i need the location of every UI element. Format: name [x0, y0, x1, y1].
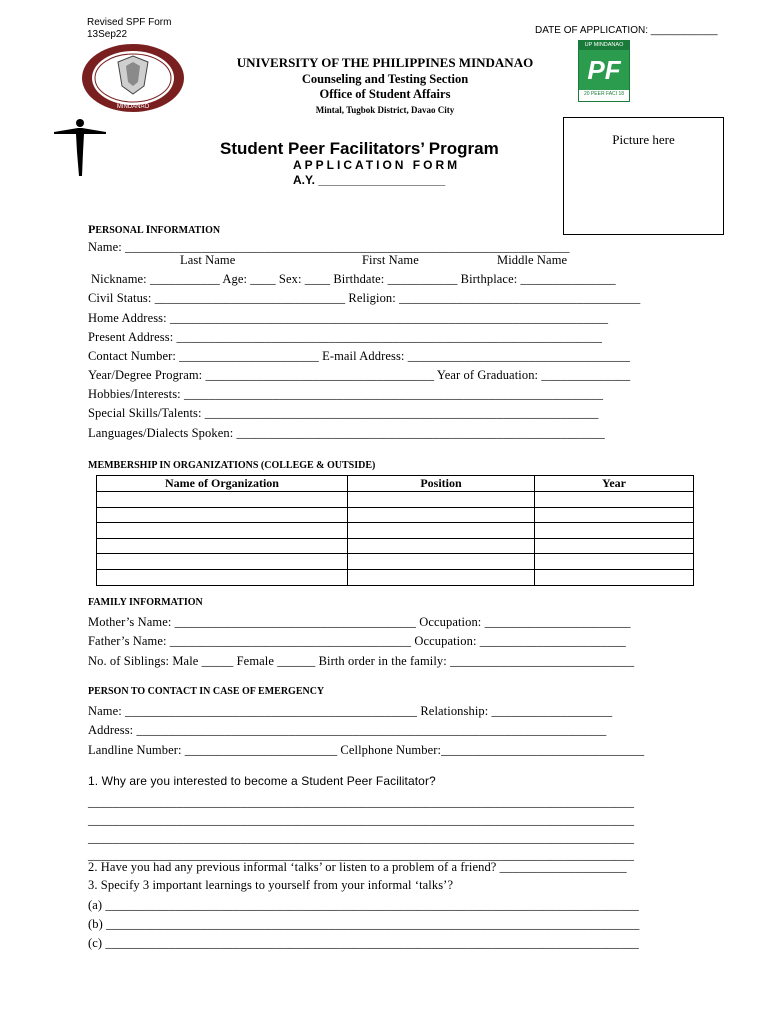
question-1: 1. Why are you interested to become a Student Peer Facilitator? — [88, 774, 436, 788]
table-cell[interactable] — [348, 569, 535, 585]
program-title: Student Peer Facilitators’ Program — [220, 139, 499, 158]
table-cell[interactable] — [97, 492, 348, 508]
seal-text: MINDANAO — [116, 104, 150, 110]
emergency-name-field[interactable]: Name: ______________________________________________ Relationship: ___________________ — [88, 704, 613, 718]
peer-facilitator-logo — [578, 40, 630, 102]
present-address-field[interactable]: Present Address: ___________________________________________________________________ — [88, 330, 602, 344]
table-row — [97, 554, 694, 570]
skills-field[interactable]: Special Skills/Talents: ______________________________________________________________ — [88, 406, 599, 420]
emergency-phone-field[interactable]: Landline Number: ________________________ Cellphone Number:________________________________ — [88, 743, 645, 757]
mother-field[interactable]: Mother’s Name: ______________________________________ Occupation: _______________________ — [88, 615, 631, 629]
name-field[interactable]: Name: ______________________________________________________________________ — [88, 240, 570, 254]
answer-b[interactable]: (b) ____________________________________________________________________________________ — [88, 917, 640, 931]
languages-field[interactable]: Languages/Dialects Spoken: __________________________________________________________ — [88, 426, 605, 440]
answer-line[interactable]: ______________________________________________________________________________________ — [88, 795, 635, 809]
answer-a[interactable]: (a) ____________________________________________________________________________________ — [88, 898, 639, 912]
first-name-label: First Name — [362, 253, 419, 267]
membership-table — [96, 475, 694, 586]
logo-mark: PF — [579, 50, 629, 90]
table-cell[interactable] — [97, 554, 348, 570]
section-name: Counseling and Testing Section — [301, 72, 469, 86]
table-cell[interactable] — [535, 523, 694, 539]
hobbies-field[interactable]: Hobbies/Interests: __________________________________________________________________ — [88, 387, 604, 401]
table-row — [97, 507, 694, 523]
form-title: APPLICATION FORM — [293, 158, 461, 172]
table-cell[interactable] — [348, 538, 535, 554]
personal-heading-letter-p: P — [88, 222, 96, 236]
civil-status-field[interactable]: Civil Status: ______________________________ Religion: ______________________________________ — [88, 291, 641, 305]
col-position: Position — [348, 476, 535, 492]
answer-c[interactable]: (c) ____________________________________________________________________________________ — [88, 936, 639, 950]
col-year: Year — [535, 476, 694, 492]
membership-header-row — [97, 476, 694, 492]
question-2[interactable]: 2. Have you had any previous informal ‘talks’ or listen to a problem of a friend? ____________________ — [88, 860, 627, 874]
picture-box[interactable] — [563, 117, 724, 235]
last-name-label: Last Name — [180, 253, 236, 267]
table-cell[interactable] — [348, 492, 535, 508]
table-row — [97, 538, 694, 554]
academic-year[interactable]: A.Y. ___________________ — [293, 173, 446, 187]
table-cell[interactable] — [97, 538, 348, 554]
table-cell[interactable] — [535, 507, 694, 523]
emergency-heading: PERSON TO CONTACT IN CASE OF EMERGENCY — [88, 686, 325, 697]
university-name: UNIVERSITY OF THE PHILIPPINES MINDANAO — [236, 55, 534, 70]
table-cell[interactable] — [535, 538, 694, 554]
form-code — [87, 17, 171, 41]
table-cell[interactable] — [97, 523, 348, 539]
siblings-field[interactable]: No. of Siblings: Male _____ Female ______ Birth order in the family: _____________________________ — [88, 654, 635, 668]
contact-field[interactable]: Contact Number: ______________________ E-mail Address: ___________________________________ — [88, 349, 630, 363]
nickname-field[interactable]: Nickname: ___________ Age: ____ Sex: ____ Birthdate: ___________ Birthplace: _______________ — [91, 272, 616, 286]
logo-bottom-text: 20 PEER FACI 18 — [583, 91, 625, 97]
col-organization: Name of Organization — [97, 476, 348, 492]
date-of-application[interactable]: DATE OF APPLICATION: ____________ — [535, 25, 718, 36]
table-row — [97, 492, 694, 508]
table-cell[interactable] — [348, 507, 535, 523]
table-cell[interactable] — [348, 523, 535, 539]
picture-label: Picture here — [612, 132, 675, 147]
university-seal-icon — [80, 42, 186, 114]
table-row — [97, 569, 694, 585]
answer-line[interactable]: ______________________________________________________________________________________ — [88, 831, 635, 845]
table-cell[interactable] — [535, 569, 694, 585]
question-3: 3. Specify 3 important learnings to yourself from your informal ‘talks’? — [88, 878, 454, 892]
personal-heading-letter-i: I — [145, 222, 151, 236]
membership-heading: MEMBERSHIP IN ORGANIZATIONS (COLLEGE & OUTSIDE) — [88, 460, 376, 471]
answer-line[interactable]: ______________________________________________________________________________________ — [88, 813, 635, 827]
table-cell[interactable] — [535, 492, 694, 508]
family-heading: FAMILY INFORMATION — [88, 597, 203, 608]
table-cell[interactable] — [97, 507, 348, 523]
emergency-address-field[interactable]: Address: __________________________________________________________________________ — [88, 723, 607, 737]
personal-info-heading — [88, 222, 220, 237]
personal-heading-rest: ERSONAL — [95, 225, 144, 236]
form-code-line2: 13Sep22 — [87, 29, 128, 40]
father-field[interactable]: Father’s Name: ______________________________________ Occupation: _______________________ — [88, 634, 626, 648]
middle-name-label: Middle Name — [497, 253, 568, 267]
header-block — [200, 55, 570, 115]
table-cell[interactable] — [535, 554, 694, 570]
home-address-field[interactable]: Home Address: _____________________________________________________________________ — [88, 311, 609, 325]
person-silhouette-icon — [52, 118, 108, 178]
year-degree-field[interactable]: Year/Degree Program: ____________________________________ Year of Graduation: ______________ — [88, 368, 631, 382]
table-row — [97, 523, 694, 539]
personal-heading-rest2: NFORMATION — [150, 225, 221, 236]
table-cell[interactable] — [348, 554, 535, 570]
logo-top-text: UP MINDANAO — [579, 41, 629, 50]
table-cell[interactable] — [97, 569, 348, 585]
form-code-line1: Revised SPF Form — [87, 17, 172, 28]
answer-line[interactable]: ______________________________________________________________________________________ — [88, 848, 635, 862]
office-name: Office of Student Affairs — [319, 87, 451, 101]
campus-address: Mintal, Tugbok District, Davao City — [315, 105, 455, 115]
